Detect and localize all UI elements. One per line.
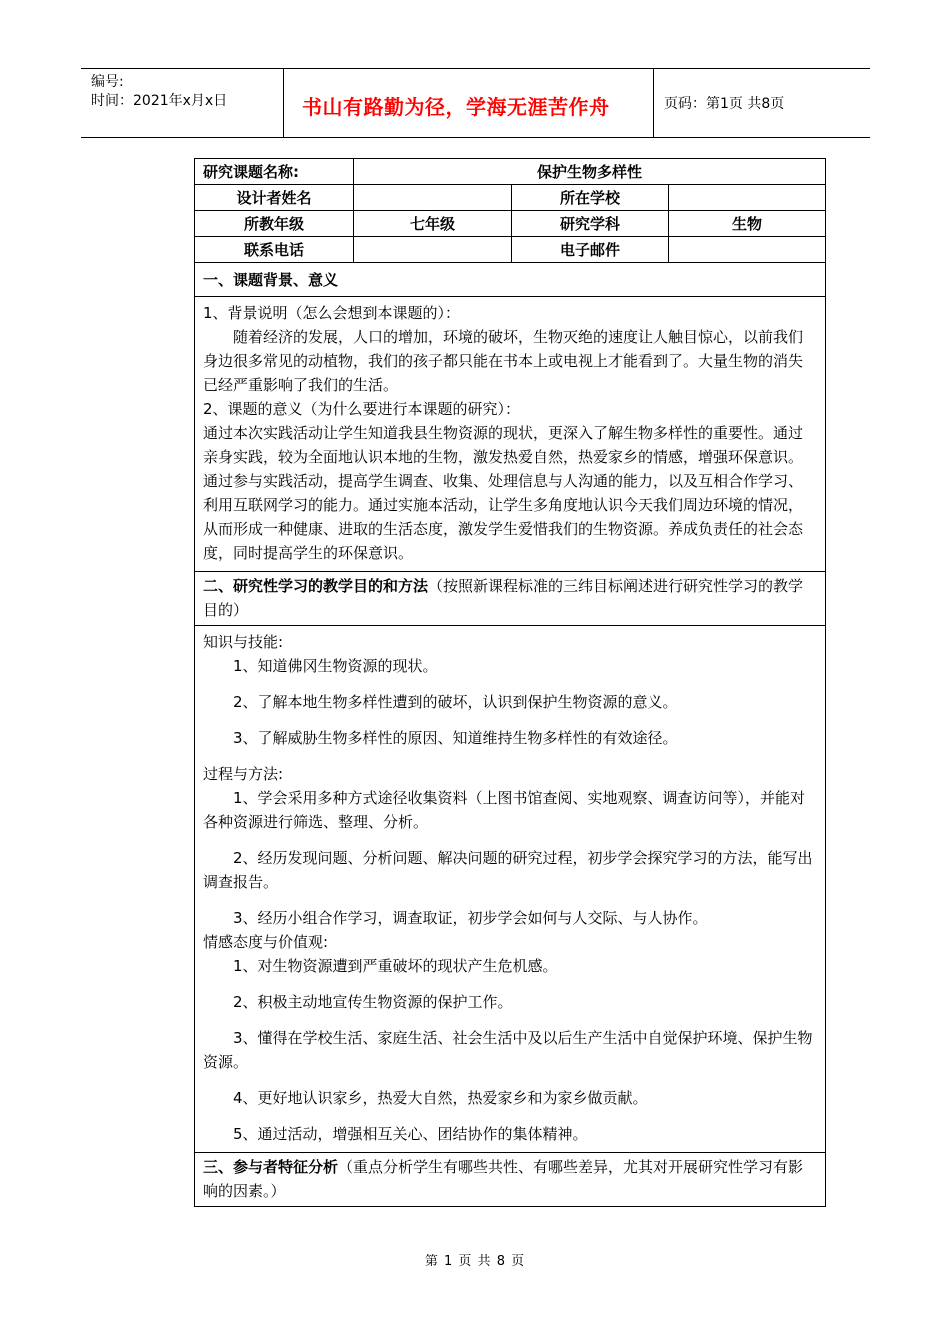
topic-value: 保护生物多样性 xyxy=(354,159,826,185)
grade-value: 七年级 xyxy=(354,211,512,237)
emotion-heading: 情感态度与价值观: xyxy=(203,933,329,951)
process-heading: 过程与方法: xyxy=(203,765,284,783)
subject-label: 研究学科 xyxy=(512,211,669,237)
section2-title-row xyxy=(195,572,826,626)
section2-title-cell xyxy=(195,572,826,626)
section1-body-row xyxy=(195,297,826,572)
email-value[interactable] xyxy=(669,237,826,263)
process-item: 3、经历小组合作学习，调查取证，初步学会如何与人交际、与人协作。 xyxy=(233,909,708,927)
process-item: 2、经历发现问题、分析问题、解决问题的研究过程，初步学会探究学习的方法，能写出调查报告。 xyxy=(203,849,813,891)
phone-value[interactable] xyxy=(354,237,512,263)
emotion-item: 5、通过活动，增强相互关心、团结协作的集体精神。 xyxy=(233,1125,588,1143)
research-form-table xyxy=(194,158,826,1207)
background-heading: 1、背景说明（怎么会想到本课题的）： xyxy=(203,304,461,322)
email-label: 电子邮件 xyxy=(512,237,669,263)
process-item: 1、学会采用多种方式途径收集资料（上图书馆查阅、实地观察、调查访问等），并能对各种资源进行筛选、整理、分析。 xyxy=(203,789,806,831)
section2-body-row xyxy=(195,626,826,1153)
motto: 书山有路勤为径，学海无涯苦作舟 xyxy=(302,95,610,119)
date-label: 时间：2021年x月x日 xyxy=(91,93,228,109)
phone-label: 联系电话 xyxy=(195,237,354,263)
code-label: 编号: xyxy=(91,74,124,90)
grade-row xyxy=(195,211,826,237)
section1-title: 一、课题背景、意义 xyxy=(195,263,826,297)
section2-title-note: （按照新课程标准的三纬目标阐述进行研究性学习的教学目的） xyxy=(203,577,804,619)
section3-title: 三、参与者特征分析 xyxy=(203,1158,339,1176)
grade-label: 所教年级 xyxy=(195,211,354,237)
section3-title-row xyxy=(195,1153,826,1207)
school-value[interactable] xyxy=(669,185,826,211)
contact-row xyxy=(195,237,826,263)
meaning-heading: 2、课题的意义（为什么要进行本课题的研究）： xyxy=(203,400,521,418)
subject-value: 生物 xyxy=(669,211,826,237)
knowledge-item: 3、了解威胁生物多样性的原因、知道维持生物多样性的有效途径。 xyxy=(233,729,678,747)
section1-title-row xyxy=(195,263,826,297)
emotion-item: 1、对生物资源遭到严重破坏的现状产生危机感。 xyxy=(233,957,558,975)
designer-label: 设计者姓名 xyxy=(195,185,354,211)
school-label: 所在学校 xyxy=(512,185,669,211)
header-meta-cell xyxy=(81,69,284,137)
knowledge-heading: 知识与技能: xyxy=(203,633,284,651)
section2-body xyxy=(195,626,826,1153)
designer-row xyxy=(195,185,826,211)
header-page-cell xyxy=(654,69,870,137)
section1-body xyxy=(195,297,826,572)
meaning-text: 通过本次实践活动让学生知道我县生物资源的现状，更深入了解生物多样性的重要性。通过亲身实践，较为全面地认识本地的生物，激发热爱自然，热爱家乡的情感，增强环保意识。通过参与实践活动，提高学生调查、收集、处理信息与人沟通的能力，以及互相合作学习、利用互联网学习的能力。通过实施本活动，让学生多角度地认识今天我们周边环境的情况，从而形成一种健康、进取的生活态度，激发学生爱惜我们的生物资源。养成负责任的社会态度，同时提高学生的环保意识。 xyxy=(203,424,804,562)
background-text: 随着经济的发展，人口的增加，环境的破坏，生物灭绝的速度让人触目惊心，以前我们身边很多常见的动植物，我们的孩子都只能在书本上或电视上才能看到了。大量生物的消失已经严重影响了我们的生活。 xyxy=(203,328,804,394)
section3-title-note: （重点分析学生有哪些共性、有哪些差异，尤其对开展研究性学习有影响的因素。） xyxy=(203,1158,804,1200)
page-footer: 第 1 页 共 8 页 xyxy=(424,1254,526,1269)
emotion-item: 3、懂得在学校生活、家庭生活、社会生活中及以后生产生活中自觉保护环境、保护生物资源。 xyxy=(203,1029,813,1071)
designer-value[interactable] xyxy=(354,185,512,211)
topic-row xyxy=(195,159,826,185)
section3-title-cell xyxy=(195,1153,826,1207)
emotion-item: 4、更好地认识家乡，热爱大自然，热爱家乡和为家乡做贡献。 xyxy=(233,1089,648,1107)
section2-title: 二、研究性学习的教学目的和方法 xyxy=(203,577,429,595)
topic-label: 研究课题名称: xyxy=(195,159,354,185)
emotion-item: 2、积极主动地宣传生物资源的保护工作。 xyxy=(233,993,513,1011)
document-header xyxy=(81,68,870,138)
page-label: 页码：第1页 共8页 xyxy=(664,96,785,112)
knowledge-item: 2、了解本地生物多样性遭到的破坏，认识到保护生物资源的意义。 xyxy=(233,693,678,711)
knowledge-item: 1、知道佛冈生物资源的现状。 xyxy=(233,657,438,675)
header-motto-cell xyxy=(284,69,654,137)
